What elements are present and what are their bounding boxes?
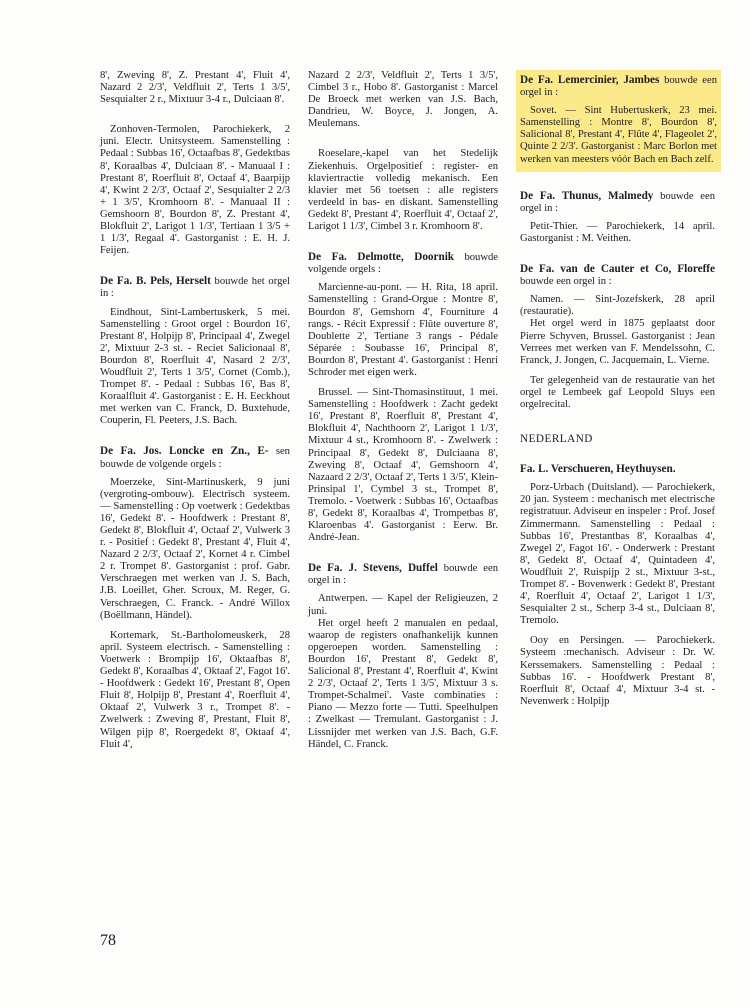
paragraph: Het orgel heeft 2 manualen en pedaal, waarop de registers onafhankelijk kunnen opgeroepen worden. Samenstelling : Bourdon 16', Prestant 8', Gedekt 8', Salicional 8', Prestant 4', Roerfluit 4', Kwint 2 2/3', Octaaf 2', Terts 1 3/5', Mixtuur 3 s. Trompet-Schalmei'. Vaste combinaties : Piano — Mezzo forte — Tutti. Speelhulpen : Zwelkast — Tremulant. Gastorganist : J. Lissnijder met werken van J.S. Bach, G.F. Händel, C. Franck. [308, 617, 498, 750]
entry-lemercinier-highlighted [516, 70, 721, 172]
entry-zonhoven [100, 124, 290, 257]
entry-pels [100, 275, 290, 427]
entry-van-de-cauter [520, 263, 715, 411]
paragraph: Moerzeke, Sint-Martinuskerk, 9 juni (vergroting-ombouw). Electrisch systeem. — Samenstelling : Op voetwerk : Gedektbas 16', Gedekt 8'. - Hoofdwerk : Prestant 8', Gedekt 8', Blokfluit 4', Octaaf 2', Vulwerk 3 r. - Positief : Gedekt 8', Prestant 4', Fluit 4', Nazard 2 2/3', Octaaf 2', Kornet 4 r. Cimbel 2 r. Trompet 8'. Gastorganist : prof. Gabr. Verschraegen met werken van J. S. Bach, J.B. Loeillet, Gher. Scroux, M. Reger, G. Verschraegen, C. Franck. - André Willox (Boëllmann, Händel). [100, 476, 290, 621]
paragraph: Marcienne-au-pont. — H. Rita, 18 april. Samenstelling : Grand-Orgue : Montre 8', Bourdon 8', Gemshorn 4', Fourniture 4 rangs. - Récit Expressif : Flûte ouverture 8', Doublette 2', Tertiane 3 rangs - Pédale Séparée : Soubasse 16', Principal 8', Bourdon 8', Prestant 4'. Gastorganist : Henri Schroder met eigen werk. [308, 282, 498, 378]
heading-rest: bouwde een orgel in : [520, 190, 716, 214]
paragraph: Zonhoven-Termolen, Parochiekerk, 2 juni. Electr. Unitsysteem. Samenstelling : Pedaal : Subbas 16', Octaafbas 8', Gedektbas 8', Koraalbas 4', Dulciaan 8'. - Manuaal I : Prestant 8', Roerfluit 8', Octaaf 4', Baarpijp 4', Kwint 2 2/3', Octaaf 2', Sesquialter 2 2/3 + 1 3/5', Kromhoorn 8'. - Manuaal II : Gemshoorn 8', Bourdon 8', Z. Prestant 4', Blokfluit 2', Larigot 1 1/3', Tertiaan 1 3/5 + 1 1/3', Regaal 4'. Gastorganist : E. H. J. Feijen. [100, 124, 290, 257]
entry-heading [520, 463, 715, 476]
entry-thunus [520, 190, 715, 245]
column-right [520, 70, 715, 726]
paragraph: Antwerpen. — Kapel der Religieuzen, 2 juni. [308, 593, 498, 617]
paragraph: Ooy en Persingen. — Parochiekerk. Systeem :mechanisch. Adviseur : Dr. W. Kerssemakers. Samenstelling : Pedaal : Subbas 16'. - Hoofdwerk Prestant 8', Roerfluit 8', Octaaf 4', Mixtuur 3-4 st. - Nevenwerk : Holpijp [520, 635, 715, 707]
entry-stevens [308, 562, 498, 750]
heading-rest: bouwde een orgel in : [520, 75, 717, 99]
heading-rest: bouwde een orgel in : [308, 563, 498, 587]
firm-name: Fa. L. Verschueren, Heythuysen. [520, 463, 676, 476]
entry-delmotte [308, 251, 498, 544]
heading-rest: bouwde een orgel in : [520, 276, 612, 288]
entry-loncke [100, 445, 290, 750]
paragraph: Petit-Thier. — Parochiekerk, 14 april. Gastorganist : M. Veithen. [520, 220, 715, 244]
entry-heading [520, 263, 715, 288]
entry-continuation [100, 70, 290, 106]
column-left [100, 70, 290, 769]
paragraph: Brussel. — Sint-Thomasinstituut, 1 mei. Samenstelling : Hoofdwerk : Zacht gedekt 16', Prestant 8', Roerfluit 8', Prestant 4', Blokfluit 4', Nachthoorn 2', Larigot 1 1/3', Mixtuur 4 st., Kromhoorn 8'. - Zwelwerk : Principaal 8', Gedekt 8', Dulciaana 8', Zweving 8', Octaaf 4', Gemshoorn 4', Nazaard 2 2/3', Octaaf 2', Terts 1 3/5', Klein-Prinsipal 1', Cymbel 3 st., Trompet 8', Tremolo. - Voetwerk : Subbas 16', Octaafbas 8', Gedekt 8', Koraalbas 4', Trompetbas 8', Klaroenbas 4'. Gastorganist : Eerw. Br. André-Jean. [308, 387, 498, 544]
firm-name: De Fa. Lemercinier, Jambes [520, 74, 660, 86]
firm-name: De Fa. Thunus, Malmedy [520, 189, 654, 202]
paragraph: Ter gelegenheid van de restauratie van het orgel te Lembeek gaf Leopold Sluys een orgelrecital. [520, 374, 715, 410]
firm-name: De Fa. J. Stevens, Duffel [308, 562, 438, 575]
paragraph: 8', Zweving 8', Z. Prestant 4', Fluit 4', Nazard 2 2/3', Veldfluit 2', Terts 1 3/5', Sesquialter 2 r., Mixtuur 3-4 r., Dulciaan 8'. [100, 70, 290, 106]
section-heading-nederland: NEDERLAND [520, 433, 593, 446]
entry-heading [308, 251, 498, 276]
firm-name: De Fa. B. Pels, Herselt [100, 275, 211, 288]
entry-continuation [308, 70, 498, 130]
entry-heading [520, 190, 715, 215]
firm-name: De Fa. van de Cauter et Co, Floreffe [520, 263, 715, 276]
heading-rest: bouwde het orgel in : [100, 276, 291, 300]
heading-rest: bouwde volgende orgels : [308, 252, 498, 276]
paragraph: Namen. — Sint-Jozefskerk, 28 april (restauratie). [520, 294, 715, 318]
entry-heading [100, 445, 290, 470]
page-number: 78 [100, 932, 116, 949]
paragraph: Nazard 2 2/3', Veldfluit 2', Terts 1 3/5', Cimbel 3 r., Hobo 8'. Gastorganist : Marcel De Broeck met werken van J.S. Bach, Dandrieu, W. Boyce, J. Jongen, A. Meulemans. [308, 70, 498, 130]
paragraph: Porz-Urbach (Duitsland). — Parochiekerk, 20 jan. Systeem : mechanisch met electrische registratuur. Adviseur en inspeler : Prof. Josef Zimmermann. Samenstelling : Pedaal : Subbas 16', Prestantbas 8', Koraalbas 4', Zwegel 2', Fagot 16'. - Onderwerk : Prestant 8', Gedekt 8', Octaaf 4', Quintadeen 4', Woudfluit 2', Ruispijp 2 st., Mixtuur 3-st., Trompet 8'. - Bovenwerk : Gedekt 8', Prestant 4', Roerfluit 4', Octaaf 2', Larigot 1 1/3', Sesquialter 2 st., Scherp 3-4 st., Dulciaan 8', Tremolo. [520, 482, 715, 627]
firm-name: De Fa. Jos. Loncke en Zn., E- [100, 445, 269, 458]
paragraph: Roeselare,-kapel van het Stedelijk Ziekenhuis. Orgelpositief : register- en klaviertractie volledig mekanisch. Een klavier met 56 toetsen : alle registers verdeeld in bas- en diskant. Samenstelling Gedekt 8', Prestant 4', Roerfluit 4', Octaaf 2', Larigot 1 1/3', Cimbel 3 r. Kromhoorn 8'. [308, 148, 498, 233]
column-middle [308, 70, 498, 769]
entry-heading [308, 562, 498, 587]
entry-roeselare [308, 148, 498, 233]
paragraph: Eindhout, Sint-Lambertuskerk, 5 mei. Samenstelling : Groot orgel : Bourdon 16', Prestant 8', Holpijp 8', Principaal 4', Zwegel 2', Mixtuur 2-3 st. - Reciet Salicionaal 8', Bourdon 8', Roerfluit 4', Nasard 2 2/3', Woudfluit 2', Terts 1 3/5', Cornet (Comb.), Trompet 8'. - Pedaal : Subbas 16', Bas 8', Koraalfluit 4'. Gastorganist : E. H. Eeckhout met werken van C. Franck, D. Buxtehude, Couperin, Fl. Peeters, J.S. Bach. [100, 306, 290, 427]
firm-name: De Fa. Delmotte, Doornik [308, 251, 455, 264]
paragraph: Kortemark, St.-Bartholomeuskerk, 28 april. Systeem electrisch. - Samenstelling : Voetwerk : Brompijp 16', Oktaafbas 8', Gedekt 8', Koraalbas 4', Oktaaf 2', Fagot 16'. - Hoofdwerk : Gedekt 16', Prestant 8', Open Fluit 8', Holpijp 8', Prestant 4', Roerfluit 4', Oktaaf 2', Vulwerk 3 r., Trompet 8'. - Zwelwerk : Zweving 8', Prestant, Fluit 8', Wilgen pijp 8', Roergedekt 8', Oktaaf 4', Fluit 4', [100, 629, 290, 750]
paragraph: Het orgel werd in 1875 geplaatst door Pierre Schyven, Brussel. Gastorganist : Jean Verrees met werken van F. Mendelssohn, C. Franck, J. Jongen, C. Jacquemain, L. Vierne. [520, 318, 715, 366]
paragraph: Sovet. — Sint Hubertuskerk, 23 mei. Samenstelling : Montre 8', Bourdon 8', Salicional 8', Prestant 4', Flûte 4', Flageolet 2', Quinte 2 2/3'. Gastorganist : Marc Borlon met werken van meesters vóór Bach en Bach zelf. [520, 105, 717, 165]
entry-heading [100, 275, 290, 300]
heading-rest: sen bouwde de volgende orgels : [100, 446, 290, 470]
entry-heading [520, 74, 717, 99]
entry-verschueren [520, 463, 715, 708]
